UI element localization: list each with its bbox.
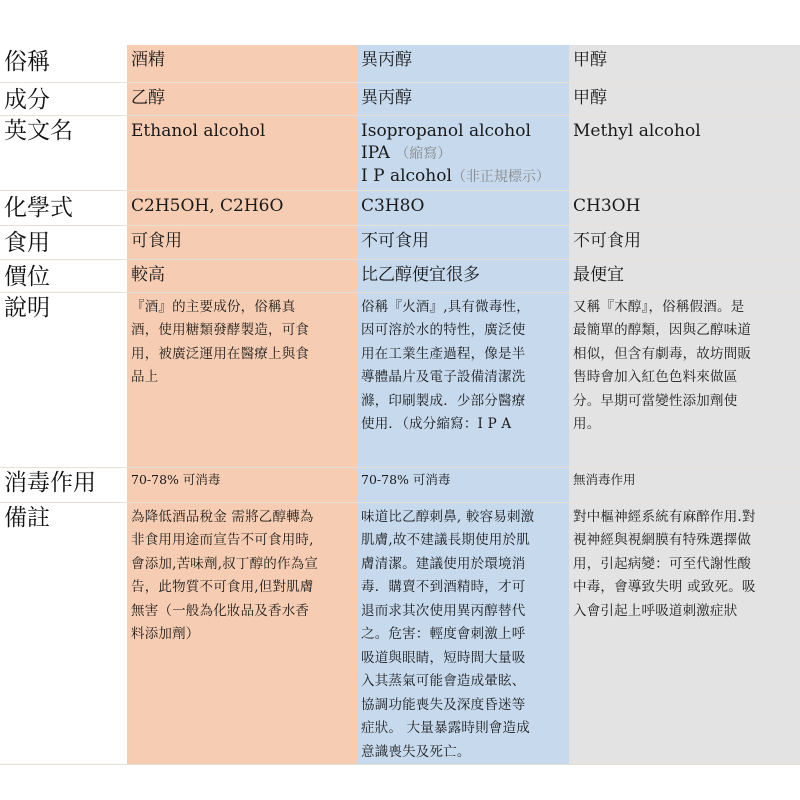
text-line: 對中樞神經系統有麻醉作用.對 bbox=[573, 508, 756, 525]
text-line: 滌，印刷製成．少部分醫療 bbox=[361, 392, 526, 409]
text-line: 『酒』的主要成份，俗稱真 bbox=[131, 298, 296, 315]
row-label: 俗稱 bbox=[0, 45, 127, 82]
text-line: 毒．購賣不到酒精時，才可 bbox=[361, 579, 526, 595]
methanol-cell bbox=[569, 292, 800, 467]
text-line: 料添加劑） bbox=[131, 626, 200, 642]
text-line: 味道比乙醇刺鼻, 較容易刺激 bbox=[361, 508, 535, 525]
isopropanol-cell: 70-78% 可消毒 bbox=[357, 467, 569, 502]
isopropanol-cell: C3H8O bbox=[357, 190, 569, 225]
row-label: 說明 bbox=[0, 292, 127, 467]
text-line: 相似，但含有劇毒，故坊間販 bbox=[573, 345, 752, 362]
text-line: 無害（一般為化妝品及香水香 bbox=[131, 602, 310, 619]
text-line: 膚清潔。建議使用於環境消 bbox=[361, 555, 526, 572]
text-line: 肌膚,故不建議長期使用於肌 bbox=[361, 532, 530, 548]
english-name-line: Isopropanol alcohol bbox=[361, 120, 531, 141]
isopropanol-cell: 比乙醇便宜很多 bbox=[357, 259, 569, 292]
informal-note: （非正規標示） bbox=[451, 168, 550, 185]
isopropanol-cell: 不可食用 bbox=[357, 225, 569, 259]
text-line: 售時會加入紅色色料來做區 bbox=[573, 369, 738, 385]
text-line: 導體晶片及電子設備清潔洗 bbox=[361, 369, 526, 385]
row-english-name bbox=[0, 115, 800, 190]
isopropanol-cell bbox=[357, 502, 569, 765]
methanol-cell: CH3OH bbox=[569, 190, 800, 225]
methanol-cell bbox=[569, 502, 800, 765]
row-label: 英文名 bbox=[0, 115, 127, 190]
row-description bbox=[0, 292, 800, 467]
text-line: 之。危害：輕度會刺激上呼 bbox=[361, 626, 526, 642]
methanol-cell: 不可食用 bbox=[569, 225, 800, 259]
methanol-cell: 最便宜 bbox=[569, 259, 800, 292]
ethanol-cell: 可食用 bbox=[127, 225, 357, 259]
text-line: 最簡單的醇類，因與乙醇味道 bbox=[573, 322, 752, 338]
text-line: 因可溶於水的特性，廣泛使 bbox=[361, 322, 526, 338]
row-disinfection bbox=[0, 467, 800, 502]
text-line: 用。 bbox=[573, 416, 601, 432]
text-line: 用，引起病變：可至代謝性酸 bbox=[573, 555, 752, 572]
methanol-cell: 無消毒作用 bbox=[569, 467, 800, 502]
text-line: 吸道與眼睛，短時間大量吸 bbox=[361, 649, 526, 666]
ethanol-cell: C2H5OH, C2H6O bbox=[127, 190, 357, 225]
isopropanol-cell bbox=[357, 292, 569, 467]
isopropanol-cell: 異丙醇 bbox=[357, 45, 569, 82]
row-label: 化學式 bbox=[0, 190, 127, 225]
text-line: 為降低酒品稅金 需將乙醇轉為 bbox=[131, 508, 314, 525]
text-line: 入其蒸氣可能會造成暈眩、 bbox=[361, 673, 526, 689]
text-line: 告，此物質不可食用,但對肌膚 bbox=[131, 579, 314, 595]
row-label: 備註 bbox=[0, 502, 127, 765]
text-line: 協調功能喪失及深度昏迷等 bbox=[361, 696, 526, 713]
text-line: 又稱『木醇』，俗稱假酒。是 bbox=[573, 298, 745, 315]
row-common-name bbox=[0, 45, 800, 82]
abbreviation-note: （縮寫） bbox=[395, 145, 452, 162]
methanol-cell: 甲醇 bbox=[569, 45, 800, 82]
text-line: 酒，使用糖類發酵製造，可食 bbox=[131, 322, 310, 338]
row-chemical-formula bbox=[0, 190, 800, 225]
text-line: 非食用用途而宣告不可食用時, bbox=[131, 532, 314, 548]
ethanol-cell: 酒精 bbox=[127, 45, 357, 82]
informal-label-line: I P alcohol（非正規標示） bbox=[361, 165, 550, 186]
abbreviation-line: IPA （縮寫） bbox=[361, 142, 452, 163]
row-edible bbox=[0, 225, 800, 259]
row-price bbox=[0, 259, 800, 292]
text-line: 分。早期可當變性添加劑使 bbox=[573, 392, 738, 409]
text-line: 症狀。 大量暴露時則會造成 bbox=[361, 720, 530, 736]
row-label: 食用 bbox=[0, 225, 127, 259]
row-label: 消毒作用 bbox=[0, 467, 127, 502]
alcohol-comparison-table bbox=[0, 45, 800, 765]
text-line: 用在工業生產過程，像是半 bbox=[361, 345, 526, 362]
methanol-cell: Methyl alcohol bbox=[569, 115, 800, 190]
text-line: 中毒，會導致失明 或致死。吸 bbox=[573, 579, 756, 595]
text-line: 入會引起上呼吸道刺激症狀 bbox=[573, 602, 738, 619]
row-label: 價位 bbox=[0, 259, 127, 292]
text-line: 退而求其次使用異丙醇替代 bbox=[361, 602, 526, 619]
row-label: 成分 bbox=[0, 82, 127, 115]
row-component bbox=[0, 82, 800, 115]
text-line: 品上 bbox=[131, 369, 159, 385]
text-line: 俗稱『火酒』,具有微毒性， bbox=[361, 298, 530, 315]
ethanol-cell bbox=[127, 502, 357, 765]
ethanol-cell: 70-78% 可消毒 bbox=[127, 467, 357, 502]
isopropanol-cell bbox=[357, 115, 569, 190]
text-line: 會添加,苦味劑,叔丁醇的作為宣 bbox=[131, 555, 319, 572]
ethanol-cell: Ethanol alcohol bbox=[127, 115, 357, 190]
ethanol-cell: 乙醇 bbox=[127, 82, 357, 115]
methanol-cell: 甲醇 bbox=[569, 82, 800, 115]
ethanol-cell bbox=[127, 292, 357, 467]
text-line: 用，被廣泛運用在醫療上與食 bbox=[131, 345, 310, 362]
text-line: 視神經與視網膜有特殊選擇做 bbox=[573, 532, 752, 548]
row-remarks bbox=[0, 502, 800, 765]
ethanol-cell: 較高 bbox=[127, 259, 357, 292]
text-line: 使用．（成分縮寫：I P A bbox=[361, 416, 512, 432]
text-line: 意識喪失及死亡。 bbox=[361, 743, 471, 760]
isopropanol-cell: 異丙醇 bbox=[357, 82, 569, 115]
